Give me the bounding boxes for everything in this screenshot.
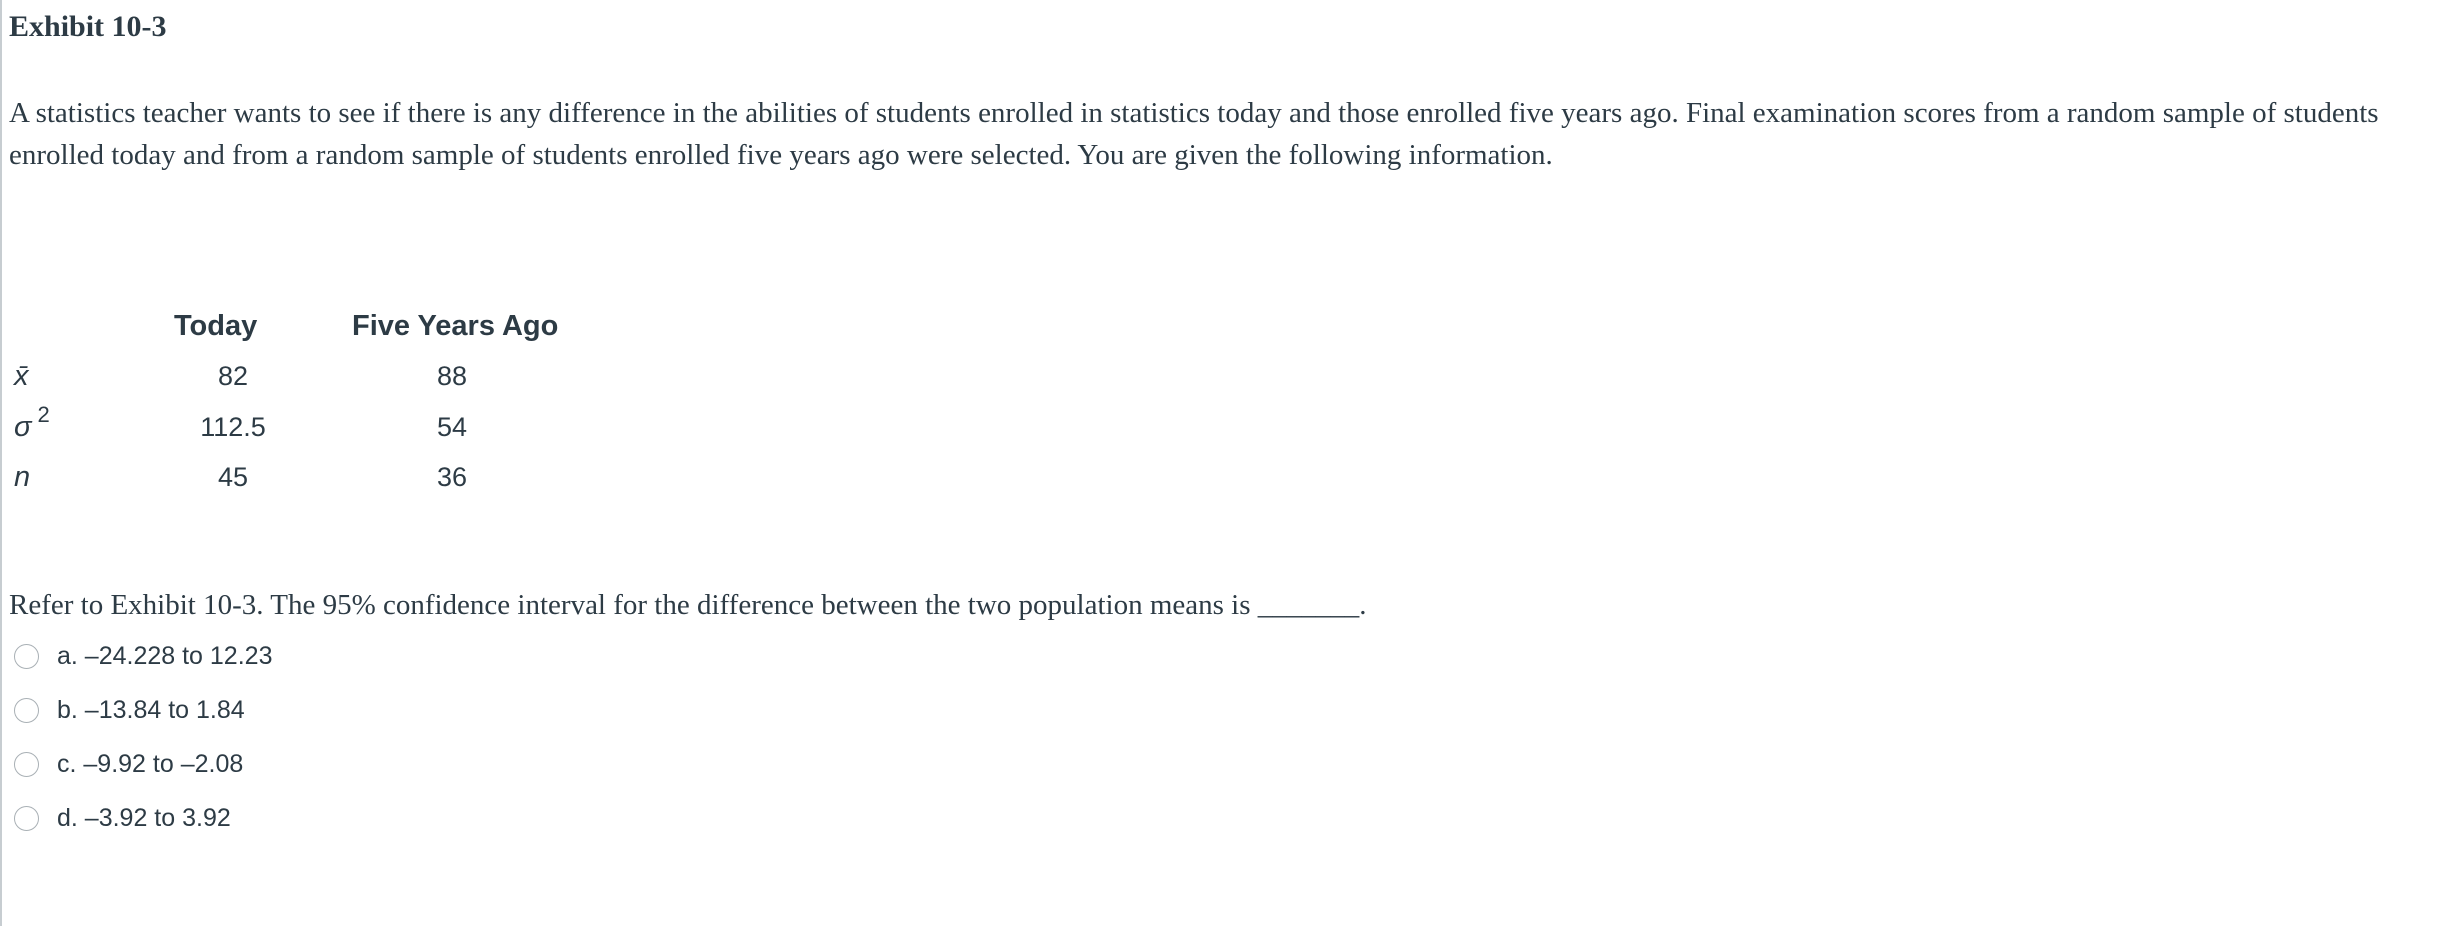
question-text: Refer to Exhibit 10-3. The 95% confidence interval for the difference between the two population means is _______. (9, 589, 1367, 621)
radio-button-icon[interactable] (14, 698, 39, 723)
variance-superscript: 2 (37, 402, 50, 427)
variance-symbol: σ (14, 411, 32, 443)
cell-n-five-years-ago: 36 (436, 462, 468, 492)
cell-mean-today: 82 (217, 361, 249, 391)
answer-option-c[interactable] (14, 746, 243, 782)
answer-option-label[interactable]: d. –3.92 to 3.92 (57, 803, 231, 832)
answer-option-label[interactable]: b. –13.84 to 1.84 (57, 695, 245, 724)
header-five-years-ago: Five Years Ago (352, 310, 559, 342)
left-border (0, 0, 2, 926)
header-today: Today (174, 310, 258, 342)
radio-button-icon[interactable] (14, 644, 39, 669)
row-label-variance (14, 402, 50, 447)
exhibit-intro: A statistics teacher wants to see if there is any difference in the abilities of students enrolled in statistics today and those enrolled five years ago. Final examination scores from a random sample of students enrolled today and from a random sample of students enrolled five years ago were selected. You are given the following information. (9, 97, 2379, 171)
answer-option-label[interactable]: a. –24.228 to 12.23 (57, 641, 273, 670)
cell-n-today: 45 (217, 462, 249, 492)
radio-button-icon[interactable] (14, 806, 39, 831)
answer-option-a[interactable] (14, 638, 272, 674)
cell-variance-today: 112.5 (200, 412, 266, 442)
exhibit-title: Exhibit 10-3 (9, 10, 167, 43)
cell-variance-five-years-ago: 54 (436, 412, 468, 442)
cell-mean-five-years-ago: 88 (436, 361, 468, 391)
radio-button-icon[interactable] (14, 752, 39, 777)
answer-option-d[interactable] (14, 800, 231, 836)
answer-option-b[interactable] (14, 692, 245, 728)
row-label-mean: x̄ (14, 360, 29, 392)
answer-option-label[interactable]: c. –9.92 to –2.08 (57, 749, 244, 778)
row-label-sample-size: n (14, 461, 31, 493)
